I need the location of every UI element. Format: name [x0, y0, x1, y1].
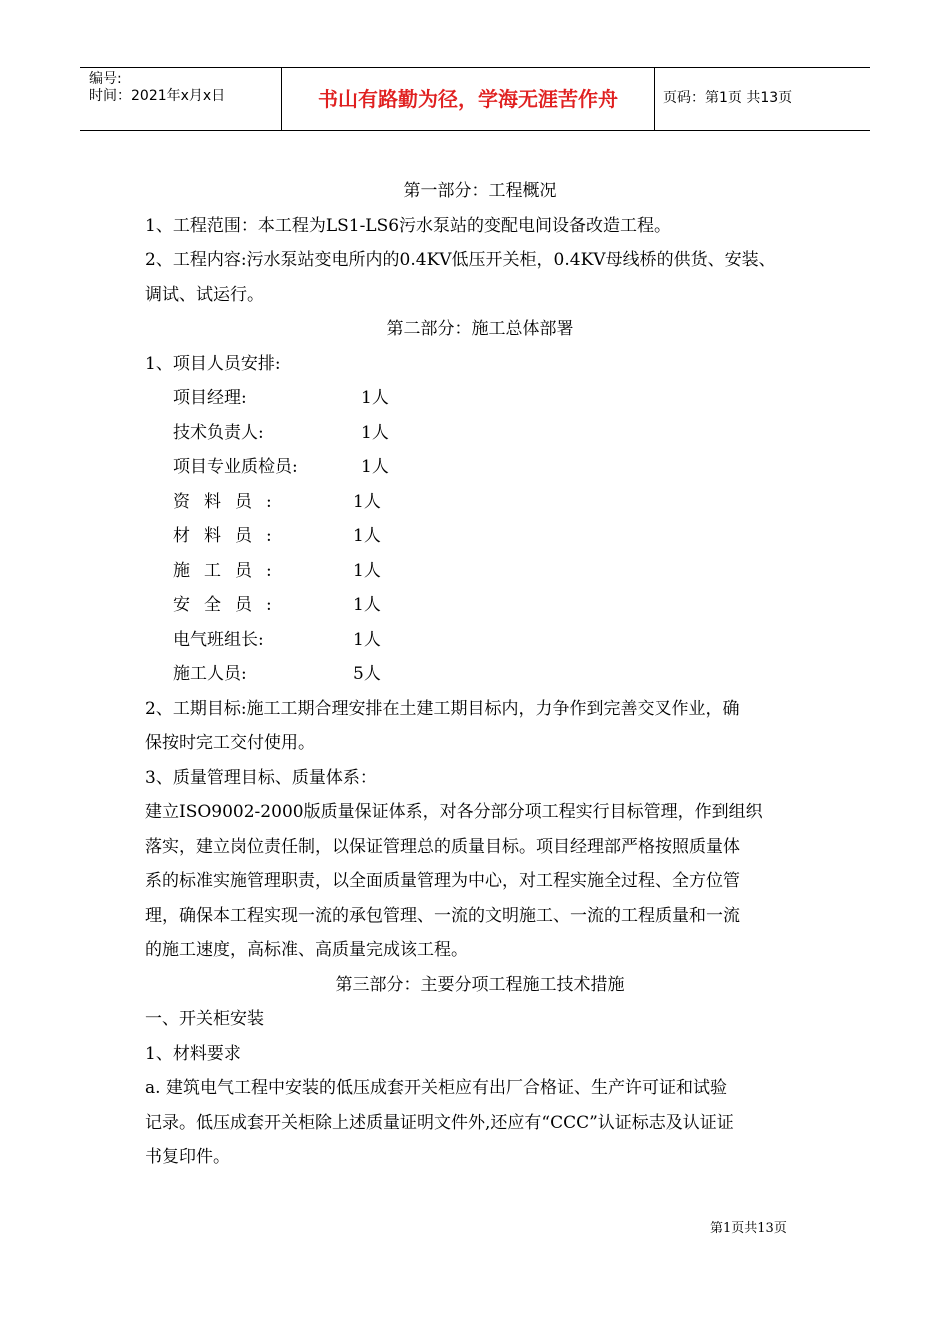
staff-count: 1人	[353, 629, 381, 650]
staff-role: 施工人员:	[173, 664, 247, 684]
staff-role: 技术负责人:	[173, 422, 264, 443]
quality-line: 落实，建立岗位责任制，以保证管理总的质量目标。项目经理部严格按照质量体	[145, 836, 740, 857]
staff-row	[145, 485, 815, 520]
staff-count: 5人	[353, 664, 381, 684]
quality-heading: 3、质量管理目标、质量体系：	[145, 767, 377, 788]
part3-title: 第三部分：主要分项工程施工技术措施	[335, 974, 625, 995]
part3-para-line: 书复印件。	[145, 1147, 230, 1167]
staff-role: 安全员:	[173, 595, 286, 615]
part1-item2-line1: 2、工程内容:污水泵站变电所内的0.4KV低压开关柜，0.4KV母线桥的供货、安装、	[145, 250, 776, 270]
staff-heading: 1、项目人员安排:	[145, 353, 281, 374]
staff-count: 1人	[353, 595, 381, 615]
staff-role: 资料员:	[173, 491, 286, 512]
motto: 书山有路勤为径，学海无涯苦作舟	[318, 87, 618, 111]
staff-count: 1人	[361, 457, 389, 477]
quality-line: 系的标准实施管理职责，以全面质量管理为中心，对工程实施全过程、全方位管	[145, 871, 740, 891]
time-label: 时间：2021年x月x日	[89, 88, 226, 104]
part3-para-line: a. 建筑电气工程中安装的低压成套开关柜应有出厂合格证、生产许可证和试验	[145, 1078, 727, 1098]
staff-row	[145, 519, 815, 554]
schedule-line1: 2、工期目标:施工工期合理安排在土建工期目标内，力争作到完善交叉作业，确	[145, 698, 740, 719]
staff-count: 1人	[353, 526, 381, 546]
header-motto-cell	[281, 68, 655, 130]
schedule-line2: 保按时完工交付使用。	[145, 733, 315, 753]
part1-item2-line2: 调试、试运行。	[145, 284, 264, 305]
staff-row	[145, 416, 815, 451]
staff-row	[145, 623, 815, 658]
staff-count: 1人	[353, 560, 381, 581]
staff-role: 施工员:	[173, 560, 286, 581]
document-body	[145, 174, 815, 1175]
staff-count: 1人	[361, 422, 389, 443]
document-header	[80, 67, 870, 131]
number-label: 编号:	[89, 71, 122, 87]
staff-row	[145, 657, 815, 692]
quality-line: 建立ISO9002-2000版质量保证体系，对各分部分项工程实行目标管理，作到组织	[145, 802, 763, 822]
staff-role: 电气班组长:	[173, 629, 264, 650]
part2-title: 第二部分：施工总体部署	[386, 319, 574, 339]
part3-para-line: 记录。低压成套开关柜除上述质量证明文件外,还应有“CCC”认证标志及认证证	[145, 1112, 734, 1133]
quality-line: 理，确保本工程实现一流的承包管理、一流的文明施工、一流的工程质量和一流	[145, 905, 740, 926]
header-meta-cell	[80, 68, 280, 130]
page-footer: 第1页共13页	[710, 1221, 787, 1236]
staff-row	[145, 381, 815, 416]
staff-row	[145, 554, 815, 589]
part1-title: 第一部分：工程概况	[403, 181, 557, 201]
part1-item1: 1、工程范围：本工程为LS1-LS6污水泵站的变配电间设备改造工程。	[145, 215, 672, 236]
staff-role: 材料员:	[173, 526, 286, 546]
staff-role: 项目经理:	[173, 388, 247, 408]
staff-row	[145, 588, 815, 623]
staff-count: 1人	[353, 491, 381, 512]
part3-sub1-item1: 1、材料要求	[145, 1043, 241, 1064]
header-page-cell	[654, 68, 870, 130]
staff-count: 1人	[361, 388, 389, 408]
staff-role: 项目专业质检员:	[173, 457, 298, 477]
part3-sub1: 一、开关柜安装	[145, 1009, 264, 1029]
staff-row	[145, 450, 815, 485]
page-code: 页码：第1页 共13页	[663, 90, 793, 106]
quality-line: 的施工速度，高标准、高质量完成该工程。	[145, 940, 468, 960]
